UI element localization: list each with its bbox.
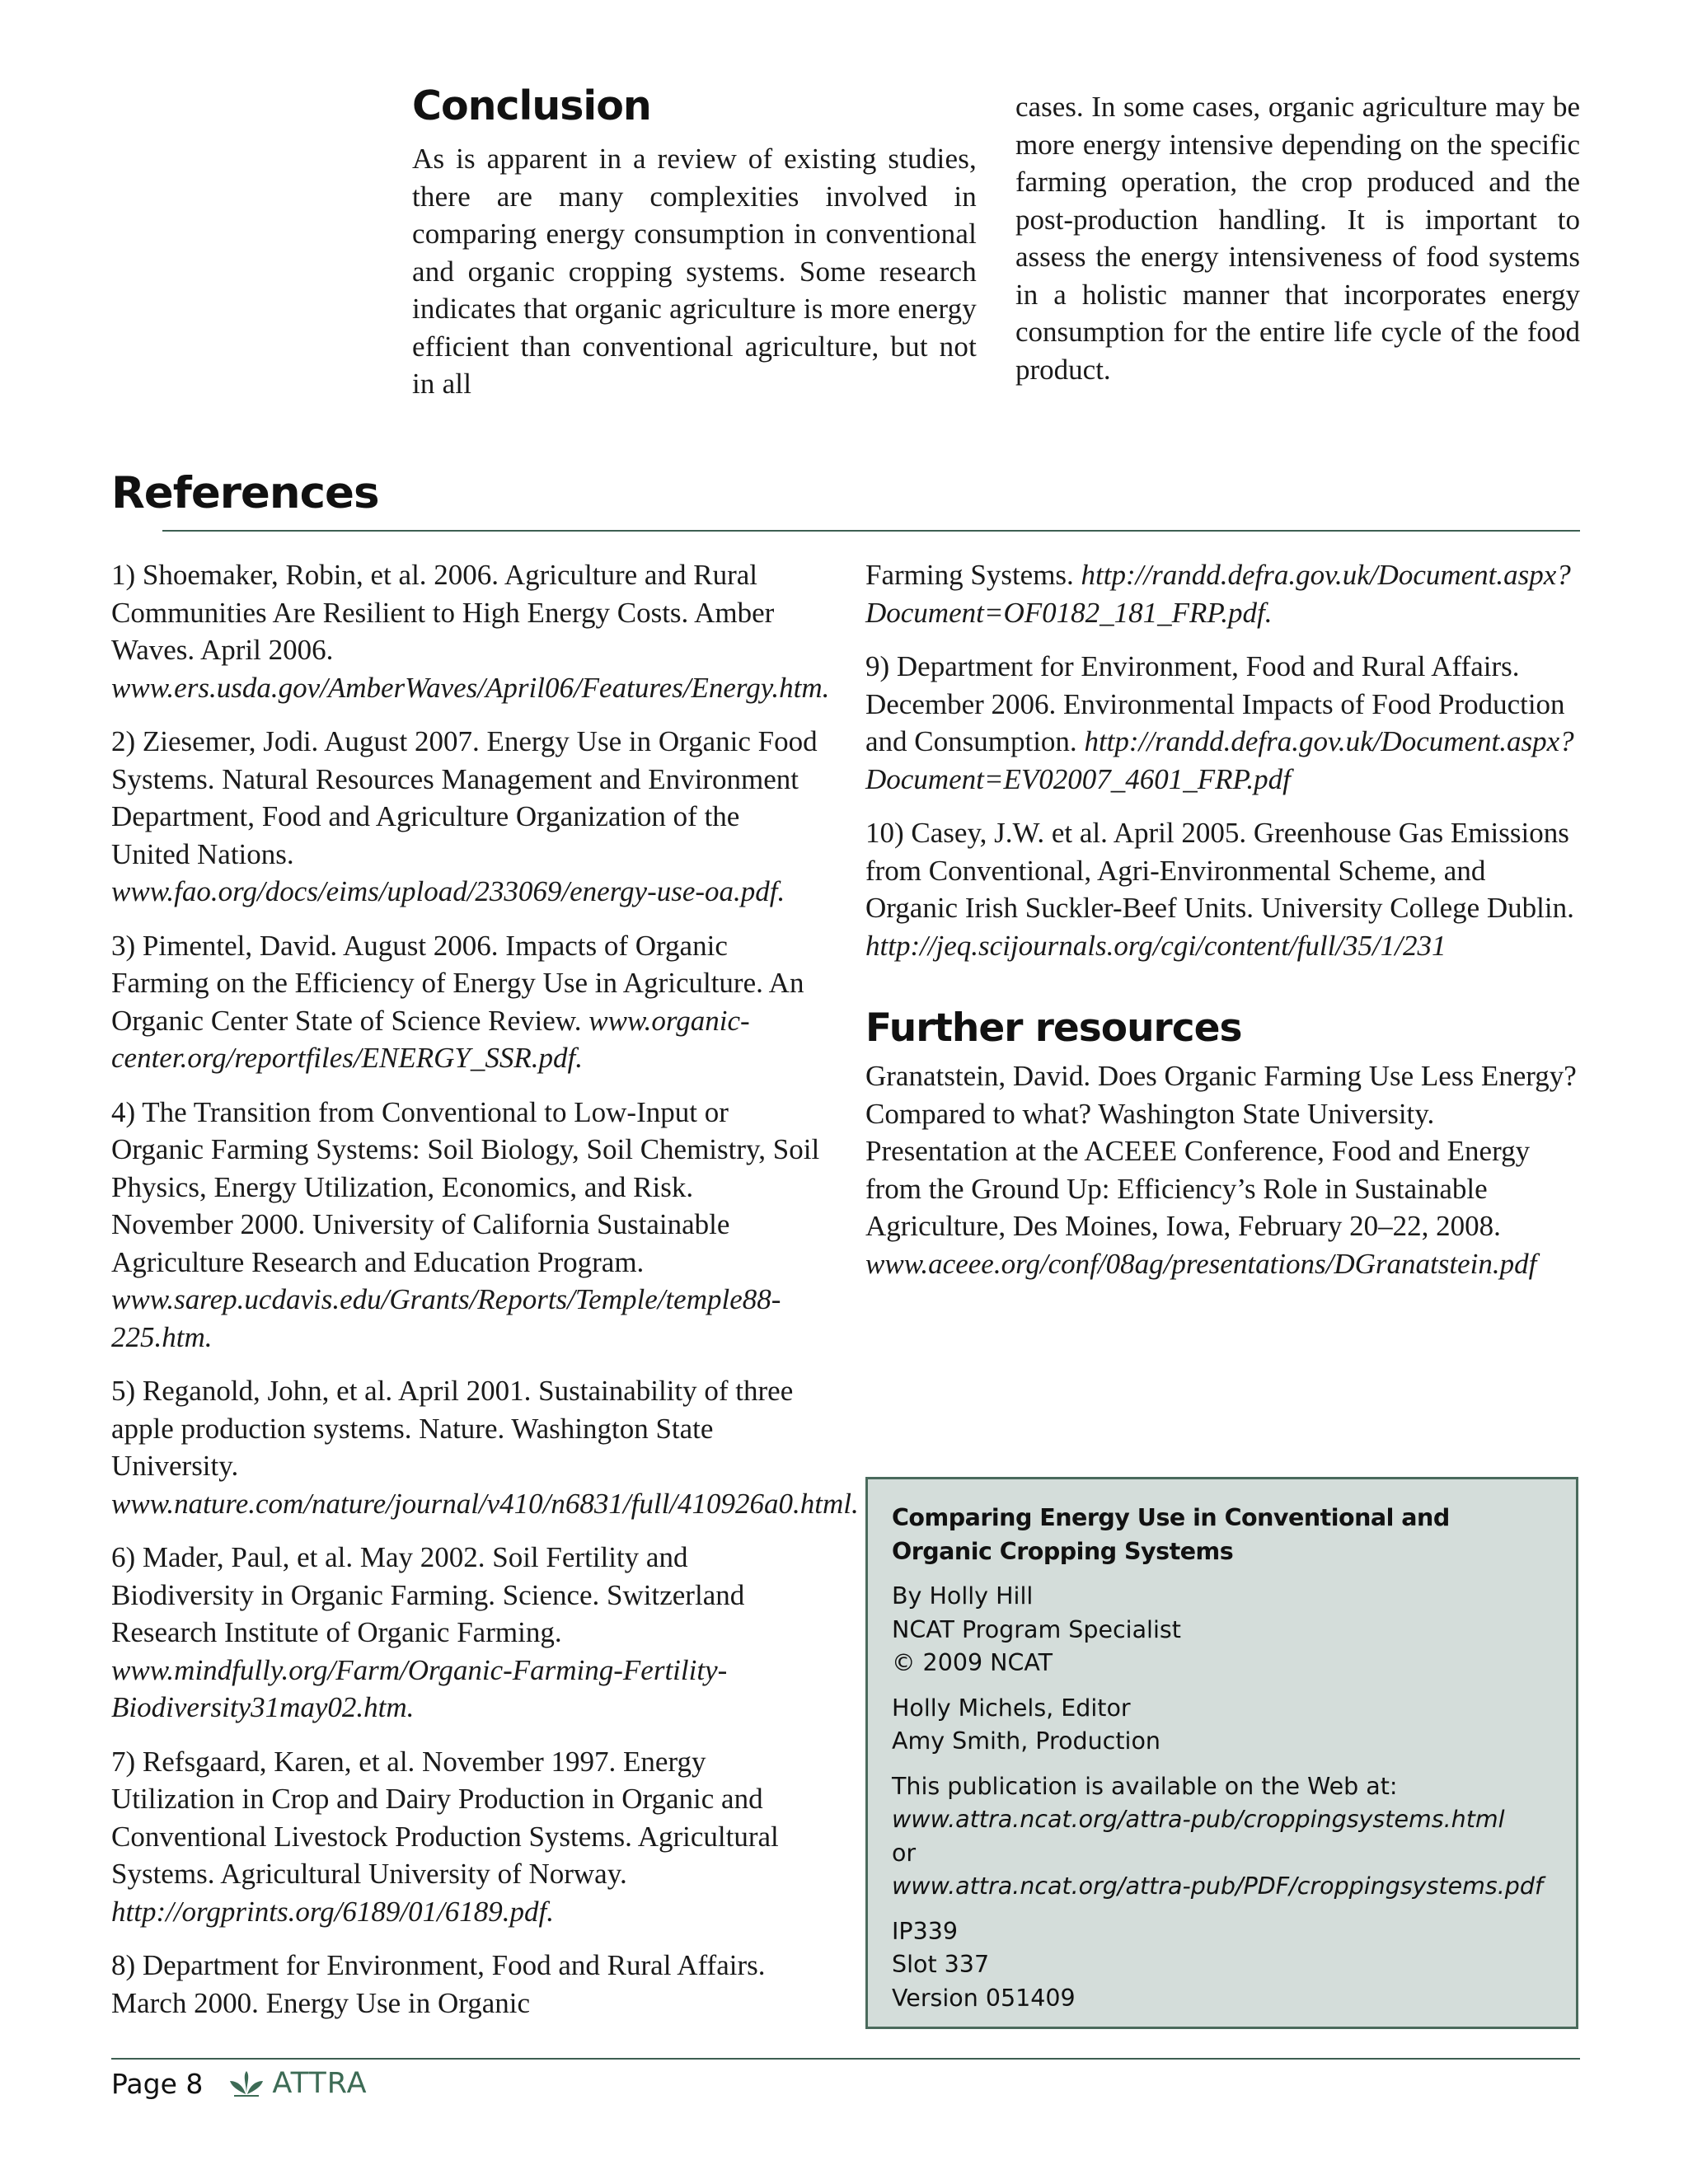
leaf-icon [229,2069,264,2097]
references-column-right [865,556,1580,1299]
reference-text: 6) Mader, Paul, et al. May 2002. Soil Fertility and Biodiversity in Organic Farming. Science. Switzerland Research Institute of Organic Farming. [111,1541,745,1648]
web-link-html[interactable]: www.attra.ncat.org/attra-pub/croppingsystems.html [892,1806,1505,1833]
publication-title-line-1: Comparing Energy Use in Conventional and [892,1504,1450,1531]
reference-text: 4) The Transition from Conventional to Low-Input or Organic Farming Systems: Soil Biology, Soil Chemistry, Soil Physics, Energy Utilization, Economics, and Risk. November 2000. University of California Sustainable Agriculture Research and Education Program. [111,1095,820,1278]
reference-item [865,648,1580,798]
reference-text: 1) Shoemaker, Robin, et al. 2006. Agriculture and Rural Communities Are Resilient to High Energy Costs. Amber Waves. April 2006. [111,559,775,666]
production-credit: Amy Smith, Production [892,1727,1160,1755]
references-column-left [111,556,859,2038]
reference-text: 2) Ziesemer, Jodi. August 2007. Energy Use in Organic Food Systems. Natural Resources Management and Environment Department, Food and Agriculture Organization of the United Nations. [111,725,818,870]
reference-text: 9) Department for Environment, Food and Rural Affairs. December 2006. Environmental Impacts of Food Production and Consumption. [865,650,1565,757]
page-number: Page 8 [111,2067,204,2100]
author-block [892,1580,1552,1680]
reference-link[interactable]: www.fao.org/docs/eims/upload/233069/energy-use-oa.pdf. [111,875,785,907]
conclusion-paragraph-left: As is apparent in a review of existing studies, there are many complexities involved in comparing energy consumption in conventional and organic cropping systems. Some research indicates that organic agriculture is more energy efficient than conventional agriculture, but not in all [412,143,977,400]
attra-logo [229,2067,367,2100]
reference-item [111,1372,859,1522]
publication-title [892,1502,1552,1568]
web-availability-block [892,1770,1552,1904]
reference-text: 5) Reganold, John, et al. April 2001. Sustainability of three apple production systems. Nature. Washington State University. [111,1375,794,1482]
web-or: or [892,1839,917,1867]
further-resources-text: Granatstein, David. Does Organic Farming Use Less Energy? Compared to what? Washington State University. Presentation at the ACEEE Conference, Food and Energy from the Ground Up: Efficiency’s Role in Sustainable Agriculture, Des Moines, Iowa, February 20–22, 2008. [865,1060,1577,1242]
slot-code: Slot 337 [892,1951,990,1978]
reference-text: Farming Systems. [865,559,1081,591]
author-role: NCAT Program Specialist [892,1615,1181,1643]
reference-link[interactable]: www.mindfully.org/Farm/Organic-Farming-Fertility-Biodiversity31may02.htm. [111,1653,728,1723]
ip-code: IP339 [892,1917,958,1945]
reference-link[interactable]: http://jeq.scijournals.org/cgi/content/full/35/1/231 [865,929,1447,962]
credits-block [892,1692,1552,1759]
reference-text: 8) Department for Environment, Food and Rural Affairs. March 2000. Energy Use in Organic [111,1949,766,2019]
further-resources-item [865,1057,1580,1282]
page-footer [111,2067,368,2100]
reference-text: 3) Pimentel, David. August 2006. Impacts of Organic Farming on the Efficiency of Energy Use in Agriculture. An Organic Center State of Science Review. [111,929,804,1037]
references-divider [162,530,1580,532]
reference-item [111,1094,822,1357]
reference-link[interactable]: www.organic-center.org/reportfiles/ENERGY_SSR.pdf. [111,1004,750,1074]
reference-link[interactable]: http://orgprints.org/6189/01/6189.pdf. [111,1895,555,1928]
conclusion-heading: Conclusion [412,82,651,129]
publication-info-box [865,1477,1578,2029]
publication-title-line-2: Organic Cropping Systems [892,1537,1234,1565]
copyright: © 2009 NCAT [892,1649,1053,1676]
author-name: By Holly Hill [892,1582,1034,1610]
reference-link[interactable]: www.sarep.ucdavis.edu/Grants/Reports/Temple/temple88-225.htm. [111,1283,781,1353]
web-link-pdf[interactable]: www.attra.ncat.org/attra-pub/PDF/croppingsystems.pdf [892,1872,1543,1900]
references-heading: References [111,468,379,518]
further-resources-heading: Further resources [865,1005,1242,1051]
reference-text: 10) Casey, J.W. et al. April 2005. Greenhouse Gas Emissions from Conventional, Agri-Environmental Scheme, and Organic Irish Suckler-Beef Units. University College Dublin. [865,817,1574,924]
conclusion-paragraph-right: cases. In some cases, organic agriculture may be more energy intensive depending on the specific farming operation, the crop produced and the post-production handling. It is important to assess the energy intensiveness of food systems in a holistic manner that incorporates energy consumption for the entire life cycle of the food product. [1015,91,1580,386]
reference-item [111,927,822,1077]
reference-item [111,723,822,911]
editor-credit: Holly Michels, Editor [892,1694,1131,1722]
reference-link[interactable]: http://randd.defra.gov.uk/Document.aspx?Document=EV02007_4601_FRP.pdf [865,725,1574,795]
attra-logo-text: ATTRA [272,2067,368,2100]
publication-codes [892,1915,1552,2016]
reference-link[interactable]: www.ers.usda.gov/AmberWaves/April06/Features/Energy.htm. [111,671,830,704]
reference-text: 7) Refsgaard, Karen, et al. November 1997. Energy Utilization in Crop and Dairy Production in Organic and Conventional Livestock Production Systems. Agricultural Systems. Agricultural University of Norway. [111,1745,779,1890]
version-code: Version 051409 [892,1984,1076,2012]
reference-item [111,556,830,706]
reference-item [111,1743,822,1931]
web-intro: This publication is available on the Web at: [892,1772,1398,1800]
reference-link[interactable]: http://randd.defra.gov.uk/Document.aspx?Document=OF0182_181_FRP.pdf. [865,559,1571,629]
reference-item-8-end [865,556,1580,631]
further-resources-link[interactable]: www.aceee.org/conf/08ag/presentations/DGranatstein.pdf [865,1247,1537,1280]
reference-item [111,1539,822,1727]
reference-item [865,814,1580,964]
reference-link[interactable]: www.nature.com/nature/journal/v410/n6831/full/410926a0.html. [111,1487,859,1520]
reference-item-8-start [111,1947,822,2022]
footer-divider [111,2058,1580,2060]
